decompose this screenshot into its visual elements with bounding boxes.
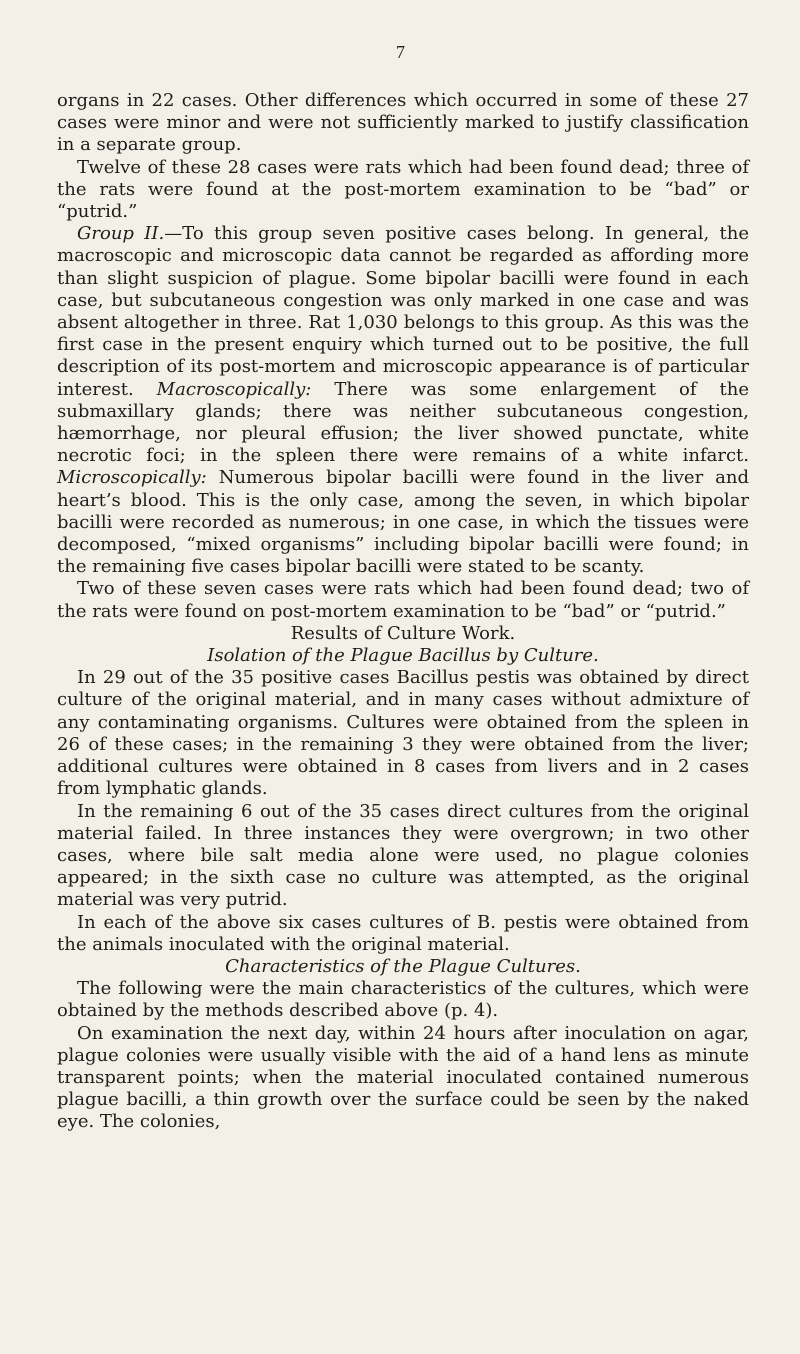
paragraph-two-cases: Two of these seven cases were rats which had been found dead; two of the rats were found on post-mortem examination to be “bad” or “putrid.”	[57, 578, 749, 622]
page-number: 7	[396, 42, 405, 62]
paragraph-isolation-2: In the remaining 6 out of the 35 cases direct cultures from the original material failed. In three instances they were overgrown; in two other cases, where bile salt media alone were used, no plague colonies appeared; in the sixth case no culture was attempted, as the original material was very putrid.	[57, 800, 749, 911]
paragraph-group-two	[57, 223, 749, 578]
microscopically-label: Microscopically:	[57, 467, 207, 489]
document-body	[57, 90, 749, 1134]
group-two-text: —To this group seven positive cases belong. In general, the macroscopic and microscopic data cannot be regarded as affording more than slight suspicion of plague. Some bipolar bacilli were found in each case, but subcutaneous congestion was only marked in one case and was absent altogether in three. Rat 1,030 belongs to this group. As this was the first case in the present enquiry which turned out to be positive, the full description of its post-mortem and microscopic appearance is of particular interest.	[57, 223, 749, 400]
paragraph-continuation: organs in 22 cases. Other differences which occurred in some of these 27 cases were minor and were not sufficiently marked to justify classification in a separate group.	[57, 90, 749, 156]
paragraph-isolation-1: In 29 out of the 35 positive cases Bacillus pestis was obtained by direct culture of the original material, and in many cases without admixture of any contaminating organisms. Cultures were obtained from the spleen in 26 of these cases; in the remaining 3 they were obtained from the liver; additional cultures were obtained in 8 cases from livers and in 2 cases from lymphatic glands.	[57, 667, 749, 800]
macroscopically-label: Macroscopically:	[156, 378, 312, 400]
paragraph-twelve-cases: Twelve of these 28 cases were rats which had been found dead; three of the rats were found at the post-mortem examination to be “bad” or “putrid.”	[57, 156, 749, 223]
paragraph-characteristics-2: On examination the next day, within 24 hours after inoculation on agar, plague colonies were usually visible with the aid of a hand lens as minute transparent points; when the material inoculated contained numerous plague bacilli, a thin growth over the surface could be seen by the naked eye. The colonies,	[57, 1022, 749, 1133]
subheading-isolation: Isolation of the Plague Bacillus by Culture.	[207, 645, 599, 667]
section-heading-culture-work: Results of Culture Work.	[290, 622, 516, 644]
paragraph-characteristics-1: The following were the main characteristics of the cultures, which were obtained by the methods described above (p. 4).	[57, 978, 749, 1022]
group-two-label: Group II.	[77, 223, 165, 245]
microscopically-text: Numerous bipolar bacilli were found in the liver and heart’s blood. This is the only case, among the seven, in which bipolar bacilli were recorded as numerous; in one case, in which the tissues were decomposed, “mixed organisms” including bipolar bacilli were found; in the remaining five cases bipolar bacilli were stated to be scanty.	[57, 467, 749, 578]
paragraph-isolation-3: In each of the above six cases cultures of B. pestis were obtained from the animals inoculated with the original material.	[57, 911, 749, 955]
subheading-characteristics: Characteristics of the Plague Cultures.	[225, 955, 581, 977]
macroscopically-text: There was some enlargement of the submaxillary glands; there was neither subcutaneous congestion, hæmorrhage, nor pleural effusion; the liver showed punctate, white necrotic foci; in the spleen there were remains of a white infarct.	[57, 378, 749, 467]
